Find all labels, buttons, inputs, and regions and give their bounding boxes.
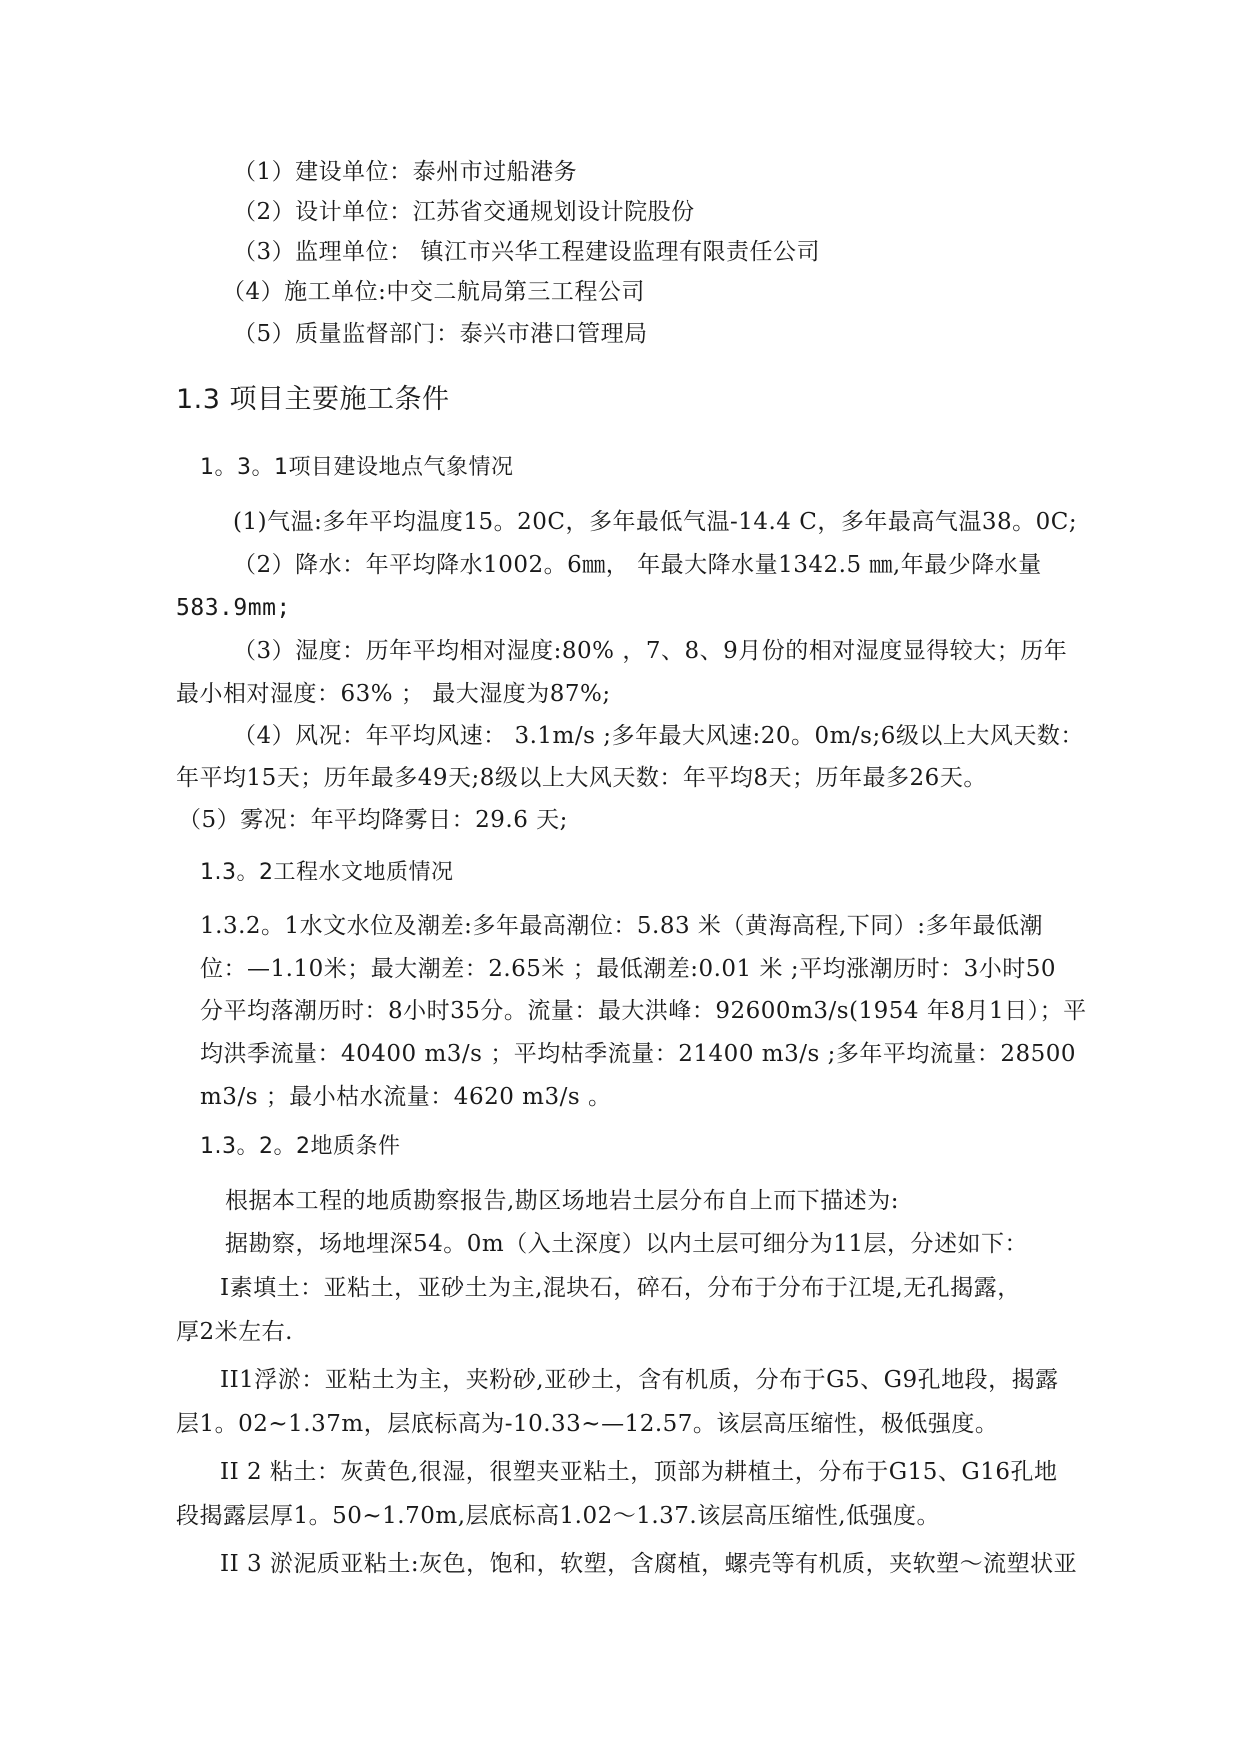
geology-survey: 据勘察，场地埋深54。0m（入土深度）以内土层可细分为11层，分述如下： bbox=[225, 1231, 1028, 1257]
climate-rain-cont: 583.9mm; bbox=[176, 595, 291, 621]
climate-rain: （2）降水：年平均降水1002。6㎜， 年最大降水量1342.5 ㎜,年最少降水量 bbox=[233, 552, 1042, 578]
geology-layer-ii1: II1浮淤：亚粘土为主，夹粉砂,亚砂土，含有机质，分布于G5、G9孔地段，揭露 bbox=[220, 1367, 1059, 1393]
section-heading-1-3-2-2: 1.3。2。2地质条件 bbox=[200, 1134, 401, 1159]
section-heading-1-3: 1.3 项目主要施工条件 bbox=[176, 384, 450, 415]
unit-design: （2）设计单位：江苏省交通规划设计院股份 bbox=[233, 199, 695, 225]
hydro-line-4: 均洪季流量：40400 m3/s ；平均枯季流量：21400 m3/s ;多年平均流量：28500 bbox=[200, 1041, 1076, 1067]
hydro-line-5: m3/s ；最小枯水流量：4620 m3/s 。 bbox=[200, 1084, 612, 1110]
geology-intro: 根据本工程的地质勘察报告,勘区场地岩土层分布自上而下描述为: bbox=[225, 1188, 900, 1214]
geology-layer-i-cont: 厚2米左右. bbox=[176, 1319, 293, 1345]
climate-humidity: （3）湿度：历年平均相对湿度:80% ，7、8、9月份的相对湿度显得较大；历年 bbox=[233, 638, 1068, 664]
climate-wind: （4）风况：年平均风速： 3.1m/s ;多年最大风速:20。0m/s;6级以上大风天数： bbox=[233, 723, 1084, 749]
hydro-line-2: 位：—1.10米；最大潮差：2.65米 ；最低潮差:0.01 米 ;平均涨潮历时：3小时50 bbox=[200, 956, 1056, 982]
climate-temperature: (1)气温:多年平均温度15。20C，多年最低气温-14.4 C，多年最高气温38。0C; bbox=[233, 509, 1078, 535]
unit-construction: （1）建设单位：泰州市过船港务 bbox=[233, 159, 578, 185]
unit-supervision: （3）监理单位： 镇江市兴华工程建设监理有限责任公司 bbox=[233, 239, 820, 265]
section-heading-1-3-1: 1。3。1项目建设地点气象情况 bbox=[200, 455, 514, 480]
hydro-line-1: 1.3.2。1水文水位及潮差:多年最高潮位：5.83 米（黄海高程,下同）:多年最低潮 bbox=[200, 913, 1043, 939]
climate-fog: （5）雾况：年平均降雾日：29.6 天; bbox=[178, 807, 568, 833]
unit-quality: （5）质量监督部门：泰兴市港口管理局 bbox=[233, 321, 648, 347]
unit-contractor: （4）施工单位:中交二航局第三工程公司 bbox=[222, 279, 645, 305]
climate-humidity-cont: 最小相对湿度：63% ； 最大湿度为87%; bbox=[176, 681, 611, 707]
geology-layer-ii2-cont: 段揭露层厚1。50~1.70m,层底标高1.02～1.37.该层高压缩性,低强度。 bbox=[176, 1503, 941, 1529]
section-heading-1-3-2: 1.3。2工程水文地质情况 bbox=[200, 860, 454, 885]
geology-layer-i: I素填土：亚粘土，亚砂土为主,混块石，碎石，分布于分布于江堤,无孔揭露， bbox=[220, 1275, 1021, 1301]
geology-layer-ii2: II 2 粘土：灰黄色,很湿，很塑夹亚粘土，顶部为耕植土，分布于G15、G16孔地 bbox=[220, 1459, 1058, 1485]
climate-wind-cont: 年平均15天；历年最多49天;8级以上大风天数：年平均8天；历年最多26天。 bbox=[176, 765, 987, 791]
hydro-line-3: 分平均落潮历时：8小时35分。流量：最大洪峰：92600m3/s(1954 年8月1日）；平 bbox=[200, 998, 1087, 1024]
geology-layer-ii3: II 3 淤泥质亚粘土:灰色，饱和，软塑，含腐植，螺壳等有机质，夹软塑～流塑状亚 bbox=[220, 1551, 1078, 1577]
geology-layer-ii1-cont: 层1。02~1.37m，层底标高为-10.33~—12.57。该层高压缩性，极低强度。 bbox=[176, 1411, 999, 1437]
